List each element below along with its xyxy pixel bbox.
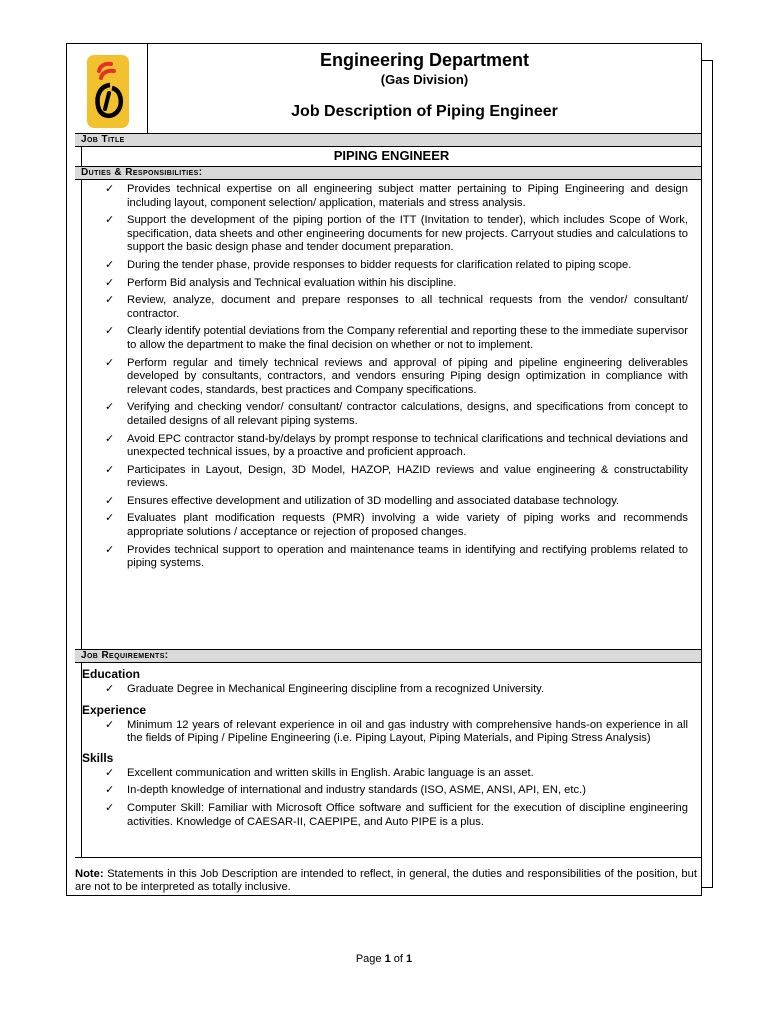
list-item	[82, 544, 701, 571]
list-item-text: Avoid EPC contractor stand-by/delays by prompt response to technical clarifications and technical deviations and unexpected technical issues, by a proactive and proficient approach.	[127, 432, 688, 459]
list-item	[82, 784, 701, 798]
list-item-text: Evaluates plant modification requests (PMR) involving a wide variety of piping works and recommends appropriate solutions / acceptance or rejection of proposed changes.	[127, 512, 688, 539]
list-item-text: Verifying and checking vendor/ consultant/ contractor calculations, designs, and specifications from concept to detailed designs of all relevant piping systems.	[127, 401, 688, 427]
checkmark-icon: ✓	[105, 463, 115, 476]
duties-label: Duties & Responsibilities:	[81, 167, 203, 178]
page-footer	[0, 953, 768, 965]
checkmark-icon: ✓	[105, 801, 115, 814]
list-item	[82, 802, 701, 829]
checkmark-icon: ✓	[105, 258, 115, 271]
document-title: Job Description of Piping Engineer	[291, 103, 558, 120]
duties-list	[82, 183, 701, 571]
requirements-label: Job Requirements:	[81, 650, 169, 661]
skills-list	[82, 767, 701, 829]
list-item-text: Minimum 12 years of relevant experience in oil and gas industry with comprehensive hands-on experience in all the fields of Piping / Pipeline Engineering (i.e. Piping Layout, Piping Materials, and Piping Stress Analysis)	[127, 718, 688, 745]
list-item-text: Support the development of the piping portion of the ITT (Invitation to tender), which includes Scope of Work, specification, data sheets and other engineering documents for new projects. Carryout studies and calculations to support the basic design phase and tender document preparation.	[127, 214, 688, 254]
logo-cell	[67, 44, 148, 133]
checkmark-icon: ✓	[105, 183, 115, 195]
list-item	[82, 719, 701, 746]
checkmark-icon: ✓	[105, 432, 115, 445]
education-heading: Education	[82, 667, 141, 681]
checkmark-icon: ✓	[105, 325, 115, 338]
list-item	[82, 357, 701, 398]
document-header	[67, 44, 701, 133]
checkmark-icon: ✓	[105, 294, 115, 307]
list-item	[82, 214, 701, 255]
job-title-value: PIPING ENGINEER	[333, 148, 450, 163]
list-item-text: Excellent communication and written skills in English. Arabic language is an asset.	[127, 766, 534, 779]
list-item-text: Participates in Layout, Design, 3D Model, HAZOP, HAZID reviews and value engineering & constructability reviews.	[127, 463, 688, 490]
page-number: 1	[384, 953, 391, 965]
list-item	[82, 683, 701, 697]
list-item-text: Ensures effective development and utilization of 3D modelling and associated database technology.	[127, 494, 620, 507]
title-cell	[148, 44, 701, 133]
list-item-text: Perform Bid analysis and Technical evaluation within his discipline.	[127, 276, 457, 289]
department-title: Engineering Department	[319, 50, 530, 70]
checkmark-icon: ✓	[105, 356, 115, 369]
job-title-band	[75, 133, 701, 147]
list-item-text: Clearly identify potential deviations from the Company referential and reporting these to the immediate supervisor to allow the department to make the final decision on whether or not to implement.	[127, 325, 688, 351]
checkmark-icon: ✓	[105, 683, 115, 695]
experience-list	[82, 719, 701, 746]
job-title-label: Job Title	[81, 134, 125, 145]
list-item	[82, 277, 701, 291]
list-item	[82, 325, 701, 352]
note-label: Note:	[75, 868, 104, 880]
checkmark-icon: ✓	[105, 512, 115, 525]
checkmark-icon: ✓	[105, 214, 115, 227]
list-item	[82, 512, 701, 539]
job-description-document	[66, 43, 702, 896]
list-item-text: Provides technical expertise on all engineering subject matter pertaining to Piping Engineering and design including layout, component selection/ application, materials and stress analysis.	[127, 183, 688, 209]
duties-band	[75, 166, 701, 180]
division-subtitle: (Gas Division)	[380, 72, 469, 87]
list-item	[82, 401, 701, 428]
checkmark-icon: ✓	[105, 718, 115, 731]
list-item	[82, 464, 701, 491]
list-item-text: Review, analyze, document and prepare responses to all technical requests from the vendor/ consultant/ contractor.	[127, 294, 688, 320]
checkmark-icon: ✓	[105, 494, 115, 507]
list-item	[82, 294, 701, 321]
list-item-text: During the tender phase, provide responses to bidder requests for clarification related to piping scope.	[127, 258, 632, 271]
checkmark-icon: ✓	[105, 401, 115, 414]
page-word: Page	[355, 953, 382, 965]
experience-heading: Experience	[82, 702, 147, 717]
list-item-text: Provides technical support to operation and maintenance teams in identifying and rectifying problems related to piping systems.	[127, 543, 688, 570]
page-total: 1	[406, 953, 413, 965]
list-item-text: Graduate Degree in Mechanical Engineering discipline from a recognized University.	[127, 683, 545, 695]
of-word: of	[393, 953, 403, 965]
list-item-text: Perform regular and timely technical reviews and approval of piping and pipeline engineering deliverables developed by consultants, contractors, and vendors ensuring Piping design optimization in compliance with relevant codes, standards, best practices and Company specifications.	[127, 356, 688, 396]
company-logo	[87, 55, 129, 128]
list-item	[82, 495, 701, 509]
requirements-band	[75, 649, 701, 663]
requirements-section	[82, 666, 701, 833]
checkmark-icon: ✓	[105, 276, 115, 289]
list-item	[82, 433, 701, 460]
list-item	[82, 183, 701, 210]
skills-heading: Skills	[82, 750, 114, 765]
note-section	[75, 857, 701, 897]
duties-section	[82, 183, 701, 575]
logo-mark-icon	[87, 55, 129, 128]
note-text: Statements in this Job Description are intended to reflect, in general, the duties and responsibilities of the position, but are not to be interpreted as totally inclusive.	[75, 868, 697, 893]
checkmark-icon: ✓	[105, 766, 115, 779]
list-item	[82, 259, 701, 273]
checkmark-icon: ✓	[105, 784, 115, 797]
checkmark-icon: ✓	[105, 543, 115, 556]
education-list	[82, 683, 701, 697]
list-item	[82, 767, 701, 781]
list-item-text: In-depth knowledge of international and industry standards (ISO, ASME, ANSI, API, EN, etc.)	[127, 784, 586, 797]
left-margin-cell	[75, 133, 82, 857]
list-item-text: Computer Skill: Familiar with Microsoft Office software and sufficient for the execution of discipline engineering activities. Knowledge of CAESAR-II, CAEPIPE, and Auto PIPE is a plus.	[127, 801, 688, 828]
